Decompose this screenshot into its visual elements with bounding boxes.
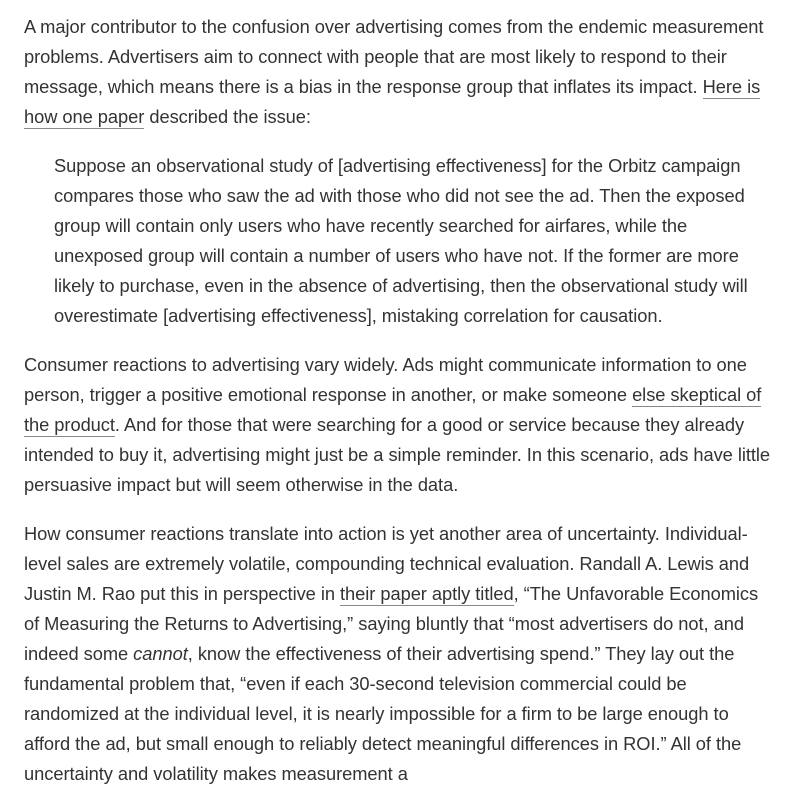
link-else-skeptical[interactable]: else skeptical of the product — [24, 384, 762, 435]
link-their-paper[interactable]: their paper aptly titled — [340, 583, 514, 604]
paragraph-text: How consumer reactions translate into action is yet another area of uncertainty. Individual-level sales are extremely volatile, compounding technical evaluation. Randall A. Lewis and Justin M. Rao put this in perspective in — [24, 523, 750, 604]
paragraph-text: Consumer reactions to advertising vary widely. Ads might communicate information to one person, trigger a positive emotional response in another, or make someone — [24, 354, 747, 405]
paragraph-text: . And for those that were searching for a good or service because they already intended to buy it, advertising might just be a simple reminder. In this scenario, ads have little persuasive impact but will seem otherwise in the data. — [24, 414, 771, 495]
paragraph-text: described the issue: — [144, 106, 311, 127]
paragraph-consumer-reactions — [24, 350, 776, 500]
article-body — [24, 12, 776, 808]
emphasis-cannot: cannot — [133, 643, 188, 664]
paragraph-text: A major contributor to the confusion over advertising comes from the endemic measurement problems. Advertisers aim to connect with people that are most likely to respond to their message, which means there is a bias in the response group that inflates its impact. — [24, 16, 764, 97]
block-quote — [54, 151, 776, 331]
quote-text: Suppose an observational study of [advertising effectiveness] for the Orbitz campaign compares those who saw the ad with those who did not see the ad. Then the exposed group will contain only users who have recently searched for airfares, while the unexposed group will contain a number of users who have not. If the former are more likely to purchase, even in the absence of advertising, then the observational study will overestimate [advertising effectiveness], mistaking correlation for causation. — [54, 155, 748, 326]
paragraph-intro — [24, 12, 776, 132]
link-here-is-how-one-paper[interactable]: Here is how one paper — [24, 76, 761, 127]
paragraph-text: , know the effectiveness of their advertising spend.” They lay out the fundamental problem that, “even if each 30-second television commercial could be randomized at the individual level, it is nearly impossible for a firm to be large enough to afford the ad, but small enough to reliably detect meaningful differences in ROI.” All of the uncertainty and volatility makes measurement a — [24, 643, 742, 784]
paragraph-uncertainty — [24, 519, 776, 789]
paragraph-text: , “The Unfavorable Economics of Measuring the Returns to Advertising,” saying bluntly that “most advertisers do not, and indeed some — [24, 583, 759, 664]
